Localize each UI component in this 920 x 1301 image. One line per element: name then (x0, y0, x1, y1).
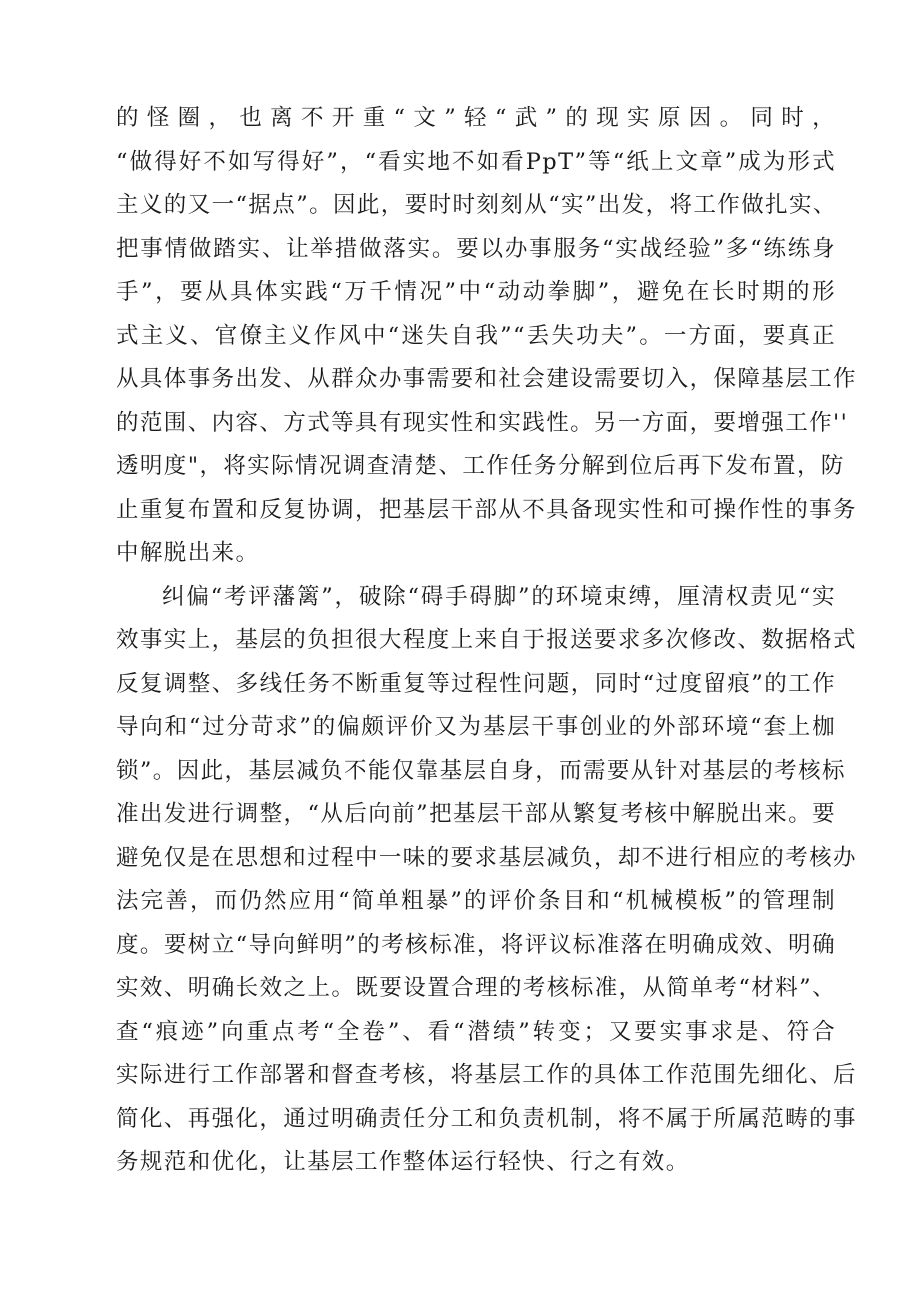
body-text-line: 准出发进行调整，“从后向前”把基层干部从繁复考核中解脱出来。要 (116, 801, 836, 827)
body-text-line: 度。要树立“导向鲜明”的考核标准，将评议标准落在明确成效、明确 (116, 932, 836, 958)
body-text-line: 主义的又一“据点”。因此，要时时刻刻从“实”出发，将工作做扎实、 (116, 192, 837, 218)
body-text-line: 务规范和优化，让基层工作整体运行轻快、行之有效。 (116, 1149, 690, 1175)
body-text-line: 从具体事务出发、从群众办事需要和社会建设需要切入，保障基层工作 (116, 366, 857, 392)
body-text-line: 式主义、官僚主义作风中“迷失自我”“丢失功夫”。一方面，要真正 (116, 323, 836, 349)
body-text-line: 透明度"，将实际情况调查清楚、工作任务分解到位后再下发布置，防 (116, 453, 845, 479)
body-text-line: “做得好不如写得好”，“看实地不如看PpT”等“纸上文章”成为形式 (116, 149, 836, 175)
paragraph-first-line: 纠偏“考评藩篱”，破除“碍手碍脚”的环境束缚，厘清权责见“实 (162, 584, 836, 610)
body-text-line: 效事实上，基层的负担很大程度上来自于报送要求多次修改、数据格式 (116, 627, 857, 653)
body-text-line: 手”，要从具体实践“万千情况”中“动动拳脚”，避免在长时期的形 (116, 279, 836, 305)
body-text-line: 实效、明确长效之上。既要设置合理的考核标准，从简单考“材料”、 (116, 975, 836, 1001)
body-text-line: 导向和“过分苛求”的偏颇评价又为基层干事创业的外部环境“套上枷 (116, 714, 836, 740)
body-text-line: 的怪圈，也离不开重“文”轻“武”的现实原因。同时， (116, 105, 836, 131)
body-text-line: 避免仅是在思想和过程中一味的要求基层减负，却不进行相应的考核办 (116, 845, 857, 871)
body-text-line: 查“痕迹”向重点考“全卷”、看“潜绩”转变；又要实事求是、符合 (116, 1019, 836, 1045)
body-text-line: 止重复布置和反复协调，把基层干部从不具备现实性和可操作性的事务 (116, 497, 857, 523)
body-text-line: 中解脱出来。 (116, 540, 260, 566)
body-text-line: 简化、再强化，通过明确责任分工和负责机制，将不属于所属范畴的事 (116, 1106, 857, 1132)
body-text-line: 把事情做踏实、让举措做落实。要以办事服务“实战经验”多“练练身 (116, 236, 836, 262)
body-text-line: 的范围、内容、方式等具有现实性和实践性。另一方面，要增强工作'' (116, 410, 849, 436)
body-text-line: 法完善，而仍然应用“简单粗暴”的评价条目和“机械模板”的管理制 (116, 888, 836, 914)
body-text-line: 反复调整、多线任务不断重复等过程性问题，同时“过度留痕”的工作 (116, 671, 836, 697)
body-text-line: 实际进行工作部署和督查考核，将基层工作的具体工作范围先细化、后 (116, 1062, 857, 1088)
body-text-line: 锁”。因此，基层减负不能仅靠基层自身，而需要从针对基层的考核标 (116, 758, 846, 784)
